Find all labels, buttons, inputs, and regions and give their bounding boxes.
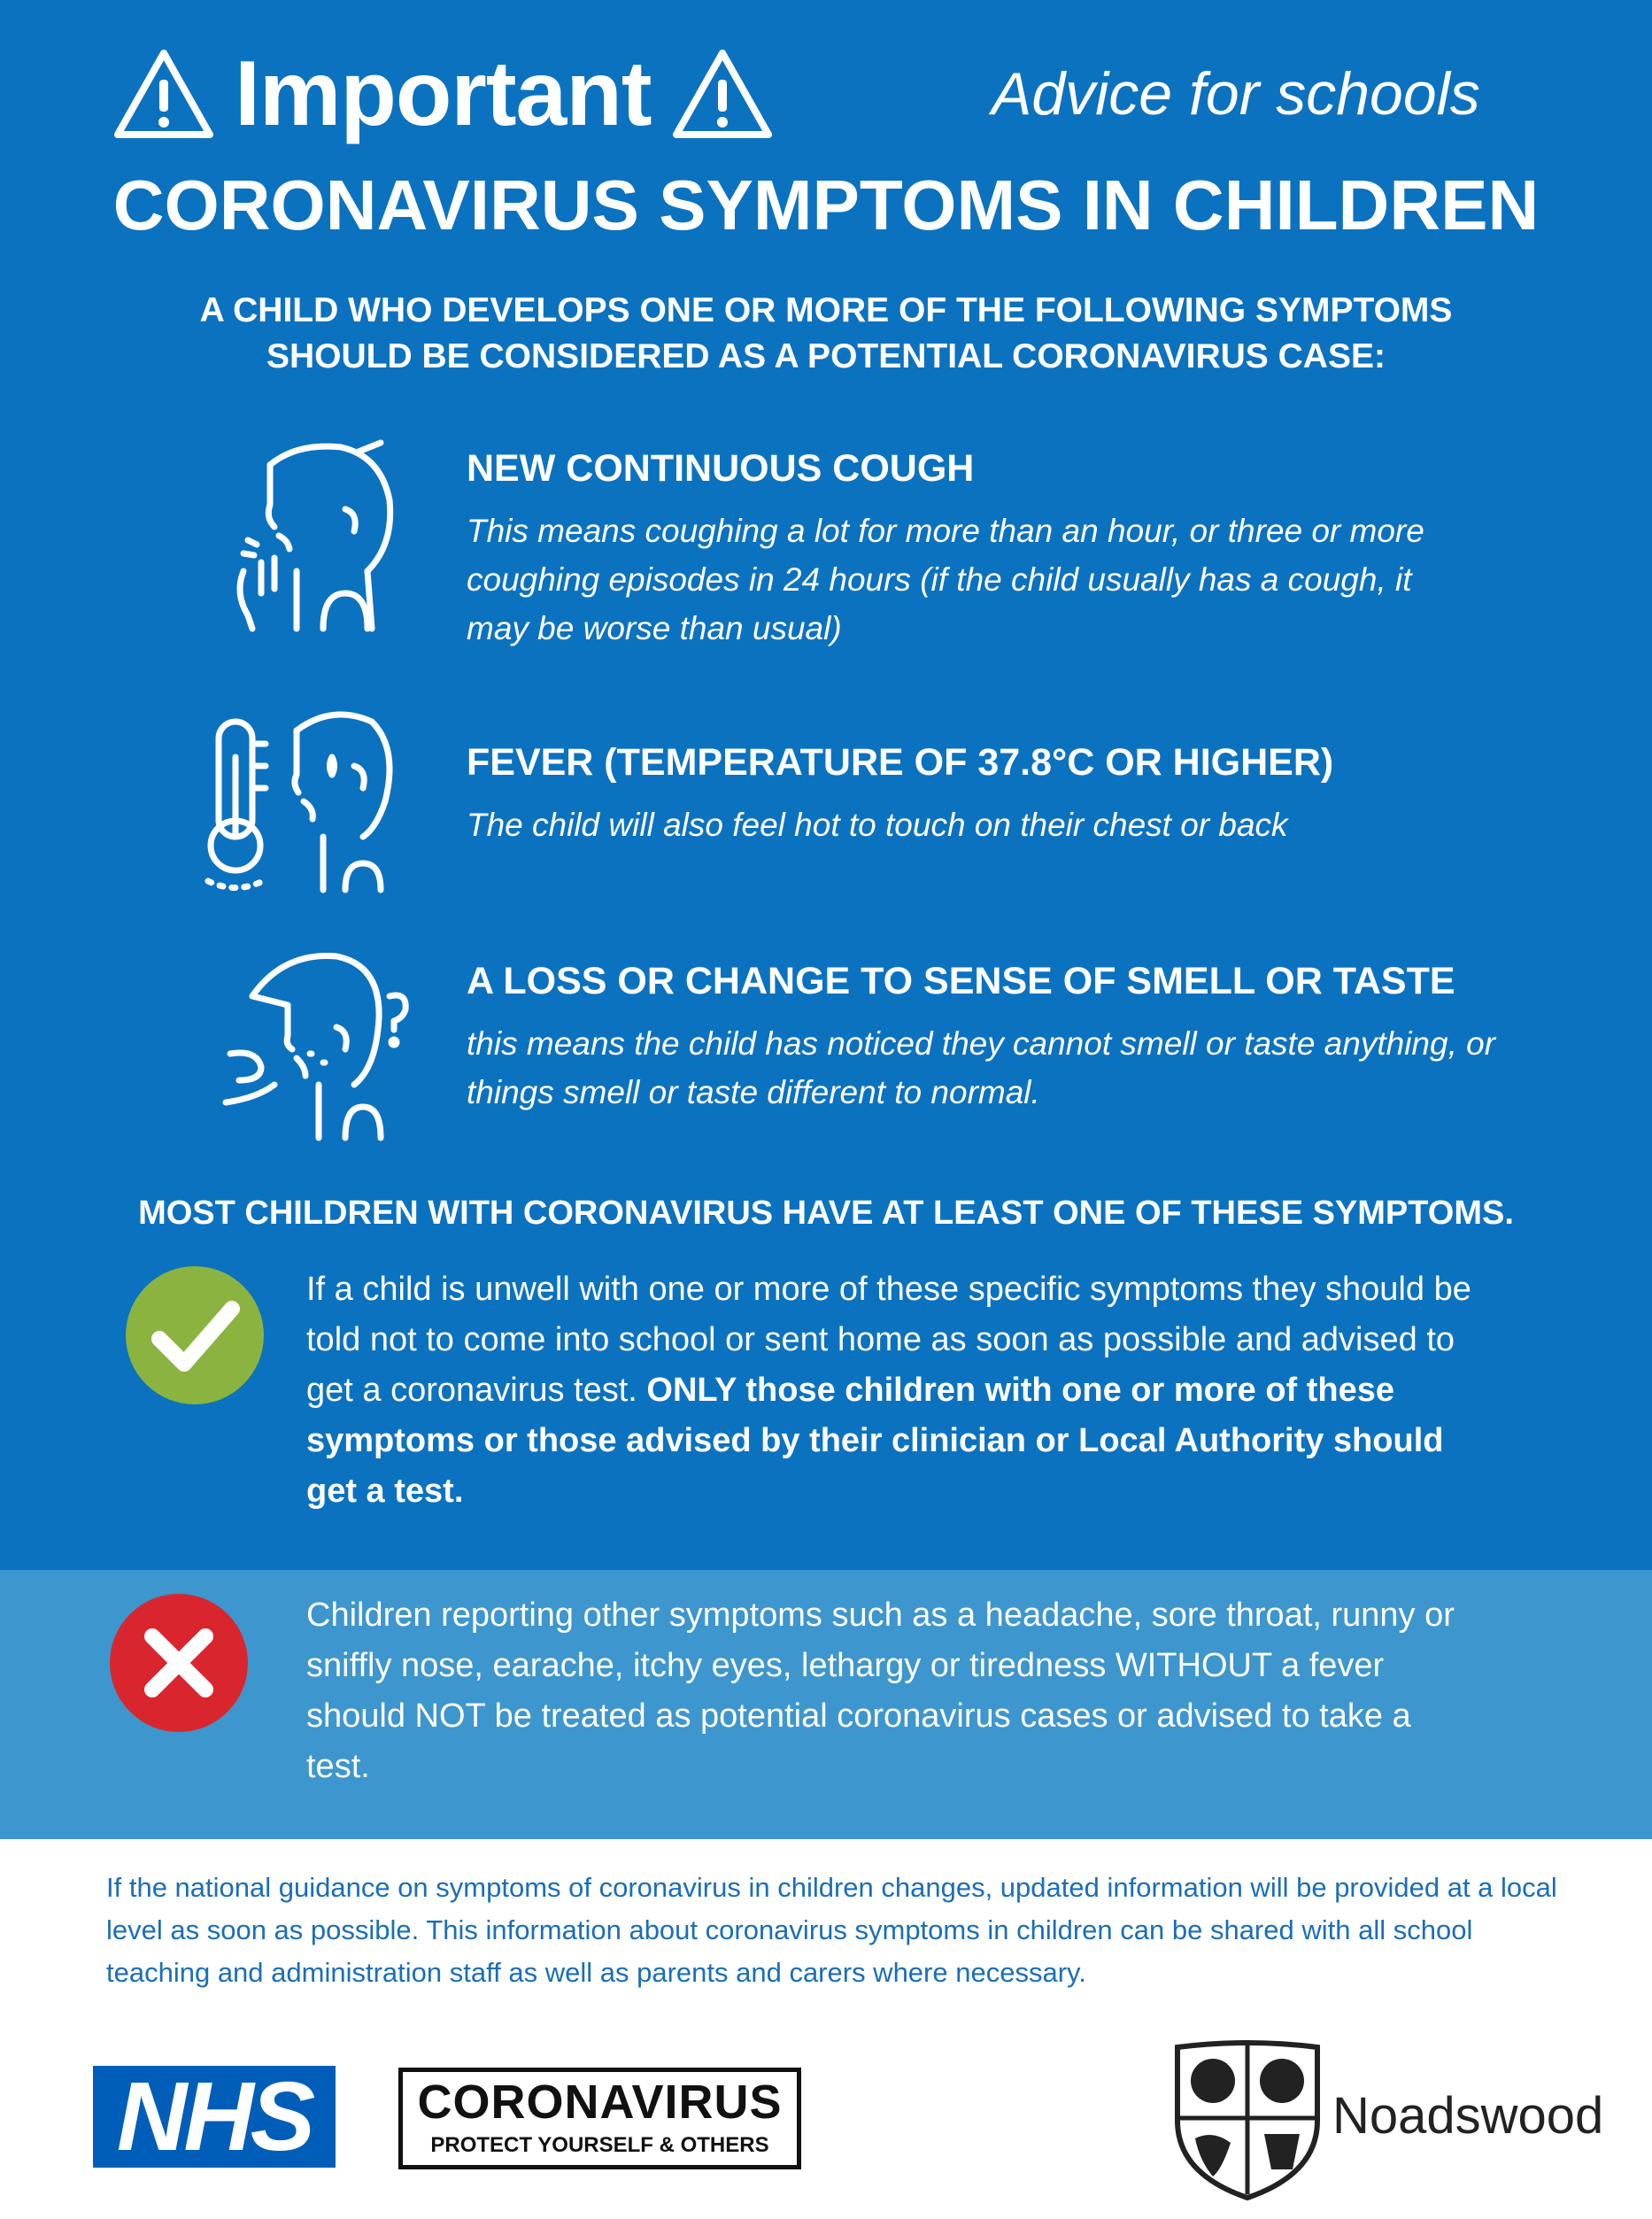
advice-text [306, 1264, 1475, 1517]
symptom-title: A LOSS OR CHANGE TO SENSE OF SMELL OR TASTE [467, 960, 1455, 1002]
symptom-title: FEVER (TEMPERATURE OF 37.8°C OR HIGHER) [467, 741, 1334, 784]
coronavirus-logo-title: CORONAVIRUS [417, 2076, 783, 2129]
most-children-statement: MOST CHILDREN WITH CORONAVIRUS HAVE AT LEAST ONE OF THESE SYMPTOMS. [138, 1195, 1514, 1232]
fever-thermometer-icon [199, 704, 398, 894]
school-name: Noadswood [1332, 2087, 1604, 2145]
check-icon [124, 1264, 266, 1406]
other-symptoms-text: Children reporting other symptoms such as a headache, sore throat, runny or sniffly nose, earache, itchy eyes, lethargy or tiredness WITHOUT a fever should NOT be treated as potential coronavirus cases or advised to take a test. [306, 1597, 1455, 1785]
advice-for-schools: Advice for schools [992, 60, 1480, 128]
important-heading [111, 43, 776, 145]
advice-text-normal: If a child is unwell with one or more of these specific symptoms they should be told not to come into school or sent home as soon as possible and advised to get a coronavirus test. [306, 1271, 1471, 1409]
coughing-child-icon [226, 438, 403, 646]
warning-triangle-icon [669, 46, 776, 142]
school-crest-icon [1169, 2037, 1326, 2200]
coronavirus-logo [398, 2068, 801, 2169]
symptom-description: this means the child has noticed they cannot smell or taste anything, or things smell or taste different to normal. [467, 1025, 1496, 1110]
page-title: CORONAVIRUS SYMPTOMS IN CHILDREN [112, 166, 1540, 244]
warning-triangle-icon [111, 46, 217, 142]
important-title: Important [235, 43, 652, 145]
symptom-title: NEW CONTINUOUS COUGH [467, 447, 975, 490]
cross-icon [108, 1592, 250, 1734]
symptom-description: This means coughing a lot for more than an hour, or three or more coughing episodes in 24 hours (if the child usually has a cough, it may be worse than usual) [467, 513, 1424, 646]
subtitle [0, 288, 1652, 380]
advice-text-bold: ONLY those children with one or more of these symptoms or those advised by their clinician or Local Authority should get a test. [306, 1372, 1444, 1510]
footnote: If the national guidance on symptoms of coronavirus in children changes, updated information will be provided at a local level as soon as possible. This information about coronavirus symptoms in children can be shared with all school teaching and administration staff as well as parents and carers where necessary. [106, 1872, 1557, 1988]
subtitle-line: SHOULD BE CONSIDERED AS A POTENTIAL CORONAVIRUS CASE: [266, 337, 1386, 375]
subtitle-line: A CHILD WHO DEVELOPS ONE OR MORE OF THE FOLLOWING SYMPTOMS [199, 291, 1453, 329]
nhs-logo: NHS [93, 2066, 336, 2168]
coronavirus-logo-subtitle: PROTECT YOURSELF & OTHERS [430, 2133, 769, 2157]
symptom-description: The child will also feel hot to touch on their chest or back [467, 807, 1288, 843]
loss-of-smell-icon [221, 943, 416, 1142]
